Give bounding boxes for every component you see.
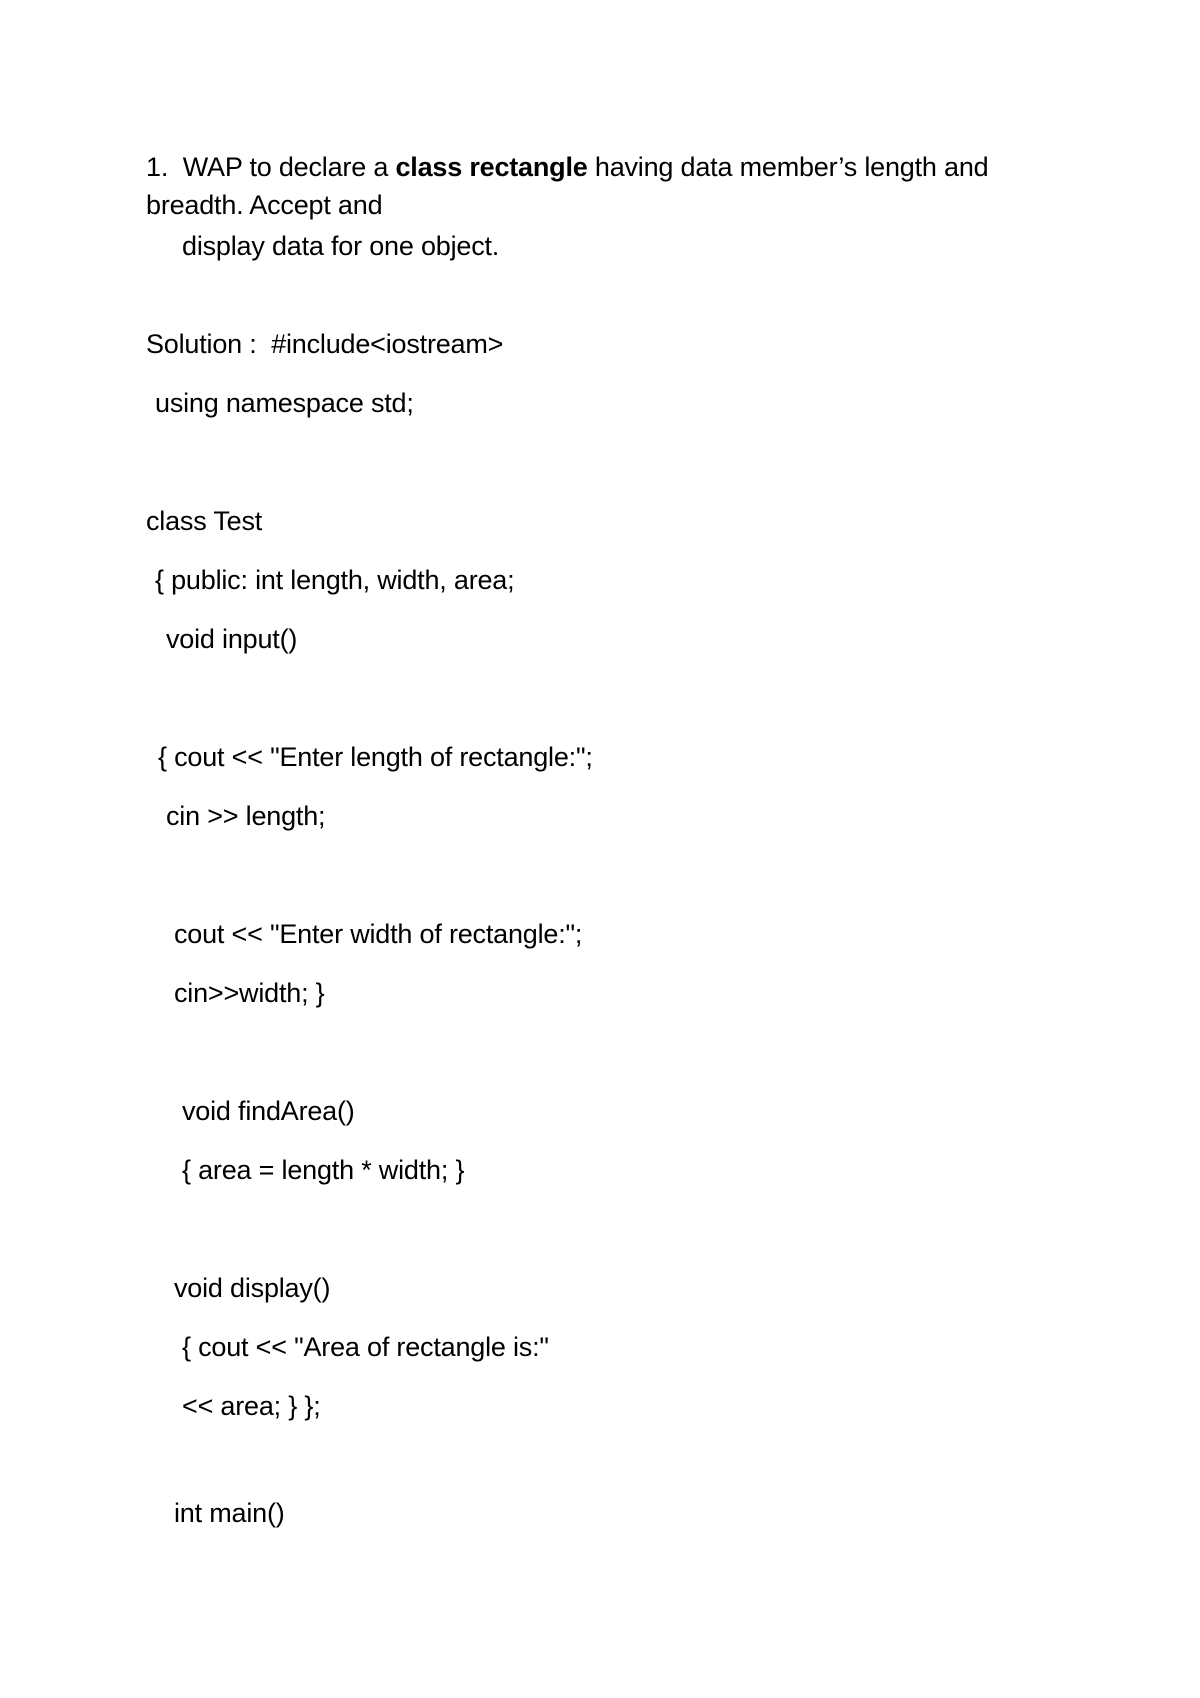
solution-label: Solution : <box>146 329 257 359</box>
solution-line-include <box>146 327 503 361</box>
code-line: using namespace std; <box>155 388 414 418</box>
code-line: cin>>width; } <box>174 978 325 1008</box>
question-text-before: WAP to declare a <box>182 152 396 182</box>
code-line: { area = length * width; } <box>182 1155 465 1185</box>
code-line: { cout << "Enter length of rectangle:"; <box>158 742 593 772</box>
code-line: << area; } }; <box>182 1391 321 1421</box>
code-line: class Test <box>146 506 263 536</box>
question-bold-text: class rectangle <box>395 152 588 182</box>
code-line: cin >> length; <box>166 801 326 831</box>
question-line-3: display data for one object. <box>182 231 500 261</box>
question-number: 1. <box>146 152 169 182</box>
code-line: void display() <box>174 1273 331 1303</box>
code-line: { cout << "Area of rectangle is:" <box>182 1332 549 1362</box>
question-text-after: having data member’s length and <box>587 152 989 182</box>
question-line-1 <box>146 150 988 184</box>
code-line: #include<iostream> <box>271 329 504 359</box>
code-line: { public: int length, width, area; <box>155 565 515 595</box>
code-line: int main() <box>174 1498 285 1528</box>
question-line-2: breadth. Accept and <box>146 190 383 220</box>
code-line: cout << "Enter width of rectangle:"; <box>174 919 583 949</box>
code-line: void findArea() <box>182 1096 355 1126</box>
code-line: void input() <box>166 624 298 654</box>
